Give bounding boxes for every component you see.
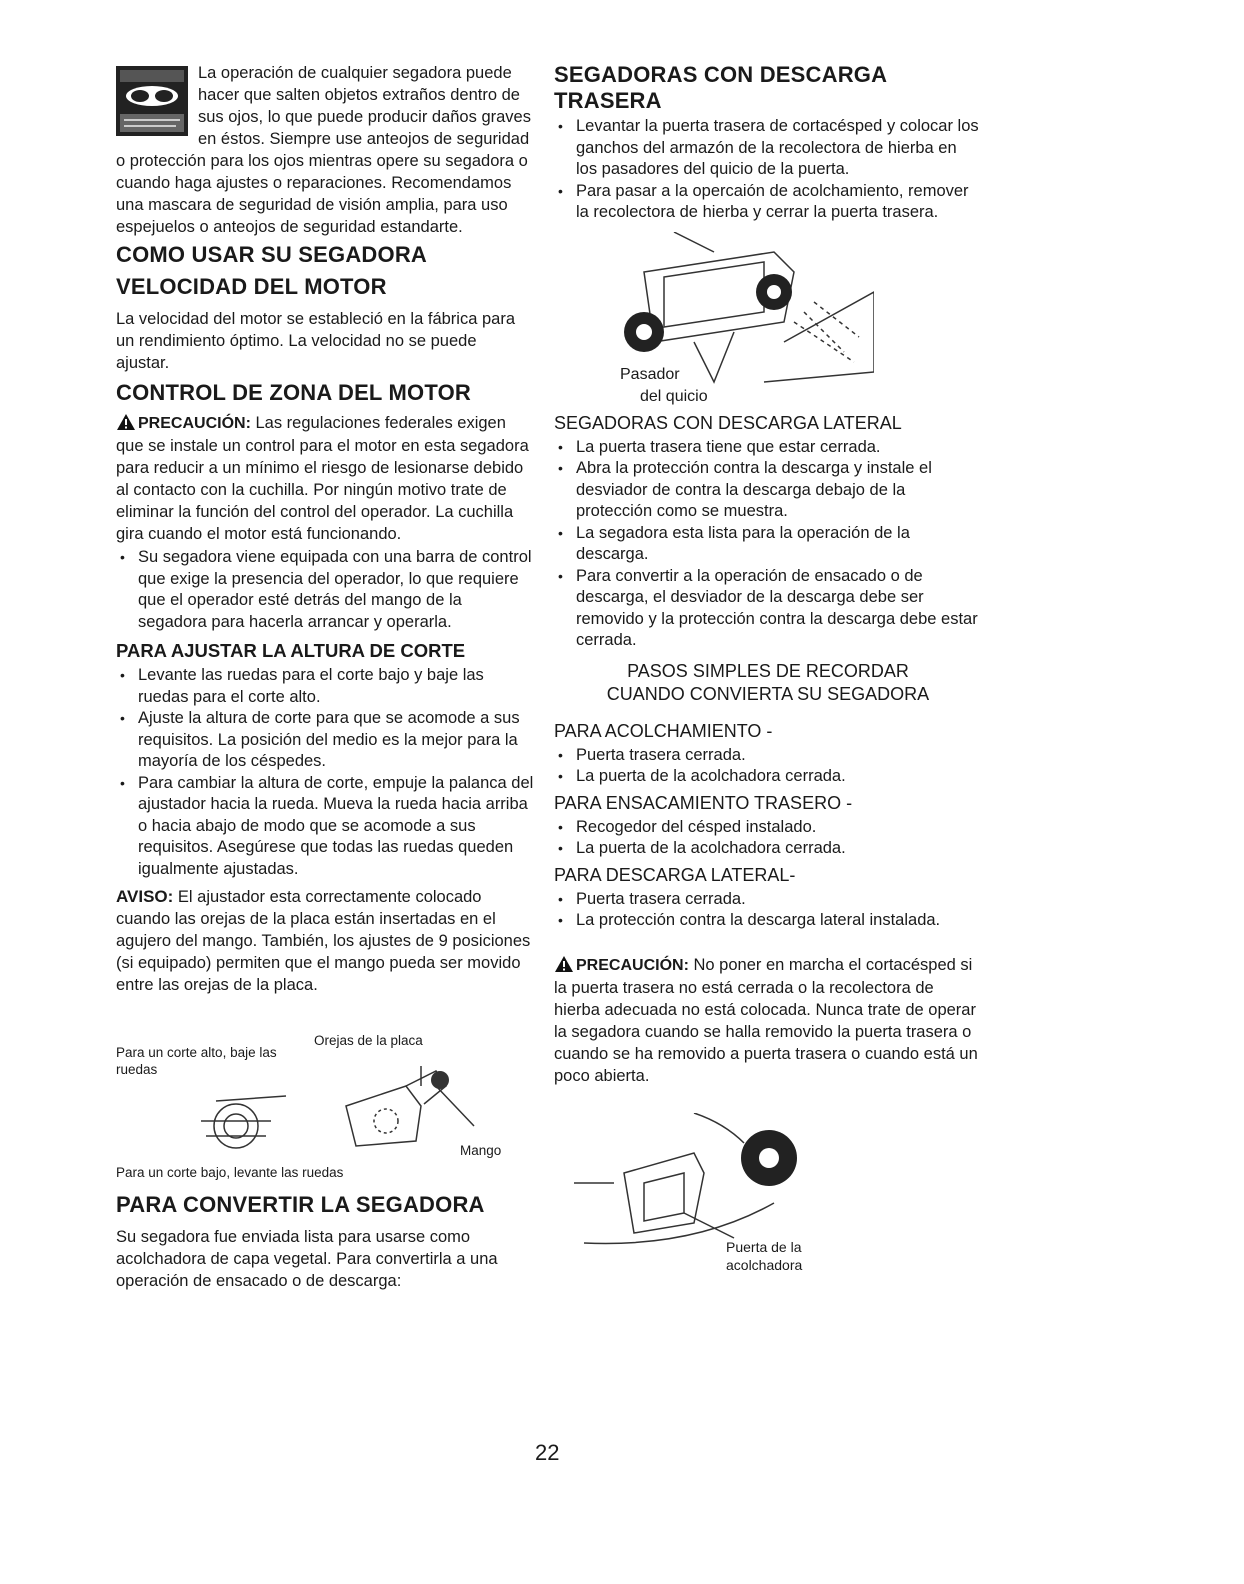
- page-number: 22: [535, 1440, 560, 1465]
- grass-bag-figure: [554, 232, 982, 412]
- intro-text: La operación de cualquier segadora puede hacer que salten objetos extraños dentro de sus ojos, lo que puede producir daños graves en éstos. Siempre use anteojos de seguridad o protección para los ojos mientras opere su segadora o cuando haga ajustes o reparaciones. Recomendamos una mascara de seguridad de visión amplia, para uso espejuelos o anteojos de seguridad estandarte.: [116, 64, 531, 236]
- caution-label: PRECAUCIÓN:: [138, 415, 251, 432]
- label-puerta: Puerta de la: [726, 1238, 802, 1255]
- list-item: • La puerta de la acolchadora cerrada.: [576, 766, 982, 788]
- list-item: • Levante las ruedas para el corte bajo y baje las ruedas para el corte alto.: [138, 665, 534, 708]
- list-item: • Para convertir a la operación de ensacado o de descarga, el desviador de la descarga debe ser removido y la protección contra la descarga debe estar cerrada.: [576, 566, 982, 652]
- velocidad-title: VELOCIDAD DEL MOTOR: [116, 274, 387, 299]
- aviso-paragraph: [116, 886, 534, 996]
- caution2-paragraph: [554, 954, 982, 1087]
- intro-section: [116, 62, 534, 238]
- ensacamiento-list: [554, 817, 982, 860]
- descarga-lateral-list: [554, 889, 982, 932]
- lateral-title: SEGADORAS CON DESCARGA LATERAL: [554, 412, 902, 433]
- altura-list: [116, 665, 534, 880]
- aviso-text: El ajustador esta correctamente colocado cuando las orejas de la placa están insertadas en el agujero del mango. También, los ajustes de 9 posiciones (si equipado) permiten que el mango pueda ser movido entre las orejas de la placa.: [116, 888, 531, 994]
- pasos-title-1: PASOS SIMPLES DE RECORDAR: [627, 660, 909, 681]
- list-item: • La puerta de la acolchadora cerrada.: [576, 838, 982, 860]
- label-pasador: Pasador: [620, 365, 680, 383]
- mulcher-door-figure: [554, 1113, 982, 1283]
- safety-glasses-warning-icon: [116, 66, 188, 136]
- left-column: [116, 62, 534, 1292]
- list-item: • La segadora esta lista para la operación de la descarga.: [576, 523, 982, 566]
- como-usar-title: COMO USAR SU SEGADORA: [116, 242, 427, 267]
- acolchamiento-list: [554, 745, 982, 788]
- caution2-label: PRECAUCIÓN:: [576, 956, 689, 974]
- control-zona-caution: [116, 412, 534, 545]
- caution2-text: No poner en marcha el cortacésped si la puerta trasera no está cerrada o la recolectora de hierba adecuada no está colocada. Nunca trate de operar la segadora cuando se halla removido la puerta trasera o cuando se ha removido a puerta trasera o cuando está un poco abierta.: [554, 955, 978, 1085]
- warning-triangle-icon: [554, 955, 574, 973]
- control-zona-title: CONTROL DE ZONA DEL MOTOR: [116, 380, 471, 405]
- convertir-text: Su segadora fue enviada lista para usarse como acolchadora de capa vegetal. Para convertirla a una operación de ensacado o de descarga:: [116, 1228, 498, 1290]
- list-item: • La puerta trasera tiene que estar cerrada.: [576, 437, 982, 459]
- caution-text: Las regulaciones federales exigen que se instale un control para el motor en esta segadora para reducir a un mínimo el riesgo de lesionarse debido al contacto con la cuchilla. Por ningún motivo trate de eliminar la función del control del operador. La cuchilla gira cuando el motor está funcionando.: [116, 414, 529, 543]
- right-column: [554, 62, 982, 1283]
- list-item: • Ajuste la altura de corte para que se acomode a sus requisitos. La posición del medio es la mejor para la mayoría de los céspedes.: [138, 708, 534, 773]
- list-item: • Levantar la puerta trasera de cortacésped y colocar los ganchos del armazón de la recolectora de hierba en los pasadores del quicio de la puerta.: [576, 116, 982, 181]
- label-ears: Orejas de la placa: [314, 1033, 423, 1048]
- control-zona-list: [116, 547, 534, 633]
- ensacamiento-title: PARA ENSACAMIENTO TRASERO -: [554, 792, 853, 813]
- velocidad-text: La velocidad del motor se estableció en la fábrica para un rendimiento óptimo. La velocidad no se puede ajustar.: [116, 310, 515, 372]
- descarga-lateral-title: PARA DESCARGA LATERAL-: [554, 864, 796, 885]
- label-low-cut: Para un corte bajo, levante las ruedas: [116, 1165, 344, 1180]
- pasos-heading: [554, 660, 982, 706]
- list-item: • Para pasar a la opercaión de acolchamiento, remover la recolectora de hierba y cerrar la puerta trasera.: [576, 181, 982, 224]
- label-quicio: del quicio: [640, 387, 708, 405]
- mulcher-door-drawing: [574, 1113, 814, 1253]
- list-item: • Su segadora viene equipada con una barra de control que exige la presencia del operador, lo que requiere que el operador esté detrás del mango de la segadora para hacerla arrancar y operarla.: [138, 547, 534, 633]
- list-item: • La protección contra la descarga lateral instalada.: [576, 910, 982, 932]
- height-adjust-figure: [116, 1026, 534, 1186]
- convertir-title: PARA CONVERTIR LA SEGADORA: [116, 1192, 485, 1217]
- list-item: • Puerta trasera cerrada.: [576, 745, 982, 767]
- acolchamiento-title: PARA ACOLCHAMIENTO -: [554, 720, 773, 741]
- trasera-title: SEGADORAS CON DESCARGA TRASERA: [554, 62, 887, 113]
- label-high-cut: Para un corte alto, baje las ruedas: [116, 1045, 277, 1077]
- label-acolchadora: acolchadora: [726, 1256, 803, 1273]
- list-item: • Para cambiar la altura de corte, empuje la palanca del ajustador hacia la rueda. Mueva la rueda hacia arriba o hacia abajo de modo que se acomode a sus requisitos. Asegúrese que todas las ruedas queden igualmente ajustadas.: [138, 773, 534, 881]
- list-item: • Abra la protección contra la descarga y instale el desviador de contra la descarga debajo de la protección como se muestra.: [576, 458, 982, 523]
- list-item: • Puerta trasera cerrada.: [576, 889, 982, 911]
- warning-triangle-icon: [116, 413, 136, 431]
- height-adjuster-drawing: [196, 1066, 496, 1166]
- aviso-label: AVISO:: [116, 887, 174, 906]
- trasera-list: [554, 116, 982, 224]
- label-handle: Mango: [460, 1143, 502, 1158]
- pasos-title-2: CUANDO CONVIERTA SU SEGADORA: [606, 683, 930, 704]
- list-item: • Recogedor del césped instalado.: [576, 817, 982, 839]
- lateral-list: [554, 437, 982, 652]
- altura-title: PARA AJUSTAR LA ALTURA DE CORTE: [116, 640, 466, 661]
